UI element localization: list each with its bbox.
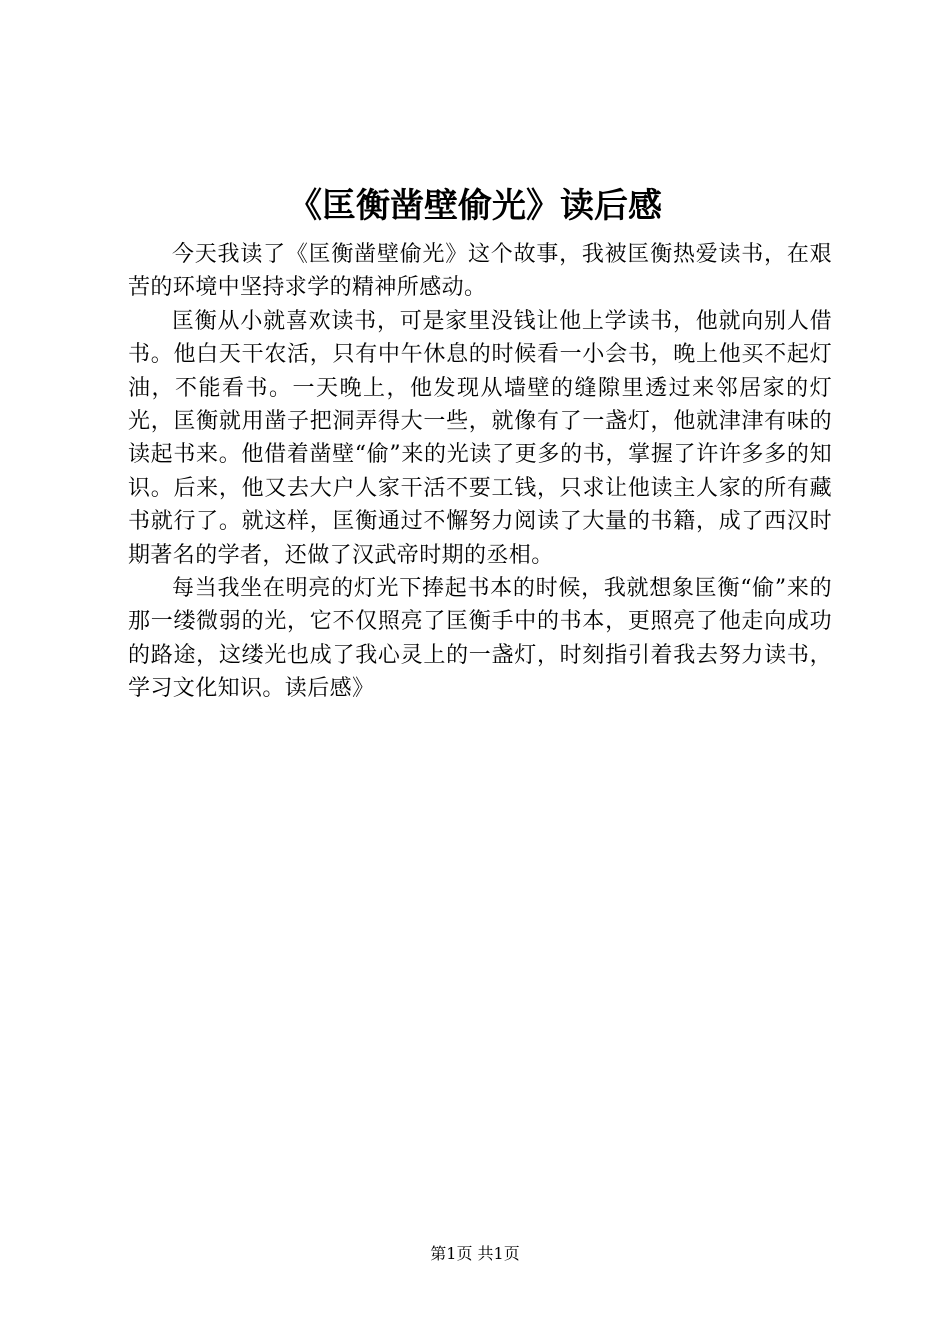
paragraph-2: 匡衡从小就喜欢读书，可是家里没钱让他上学读书，他就向别人借书。他白天干农活，只有中午休息的时候看一小会书，晚上他买不起灯油，不能看书。一天晚上，他发现从墙壁的缝隙里透过来邻居家的灯光，匡衡就用凿子把洞弄得大一些，就像有了一盏灯，他就津津有味的读起书来。他借着凿壁“偷”来的光读了更多的书，掌握了许许多多的知识。后来，他又去大户人家干活不要工钱，只求让他读主人家的所有藏书就行了。就这样，匡衡通过不懈努力阅读了大量的书籍，成了西汉时期著名的学者，还做了汉武帝时期的丞相。	[128, 308, 832, 568]
paragraph-3: 每当我坐在明亮的灯光下捧起书本的时候，我就想象匡衡“偷”来的那一缕微弱的光，它不仅照亮了匡衡手中的书本，更照亮了他走向成功的路途，这缕光也成了我心灵上的一盏灯，时刻指引着我去努力读书，学习文化知识。读后感》	[128, 576, 832, 702]
document-title: 《匡衡凿壁偷光》读后感	[288, 186, 662, 226]
paragraph-1: 今天我读了《匡衡凿壁偷光》这个故事，我被匡衡热爱读书，在艰苦的环境中坚持求学的精神所感动。	[128, 242, 832, 301]
document-body	[128, 238, 832, 706]
page-footer: 第1页 共1页	[430, 1244, 520, 1263]
